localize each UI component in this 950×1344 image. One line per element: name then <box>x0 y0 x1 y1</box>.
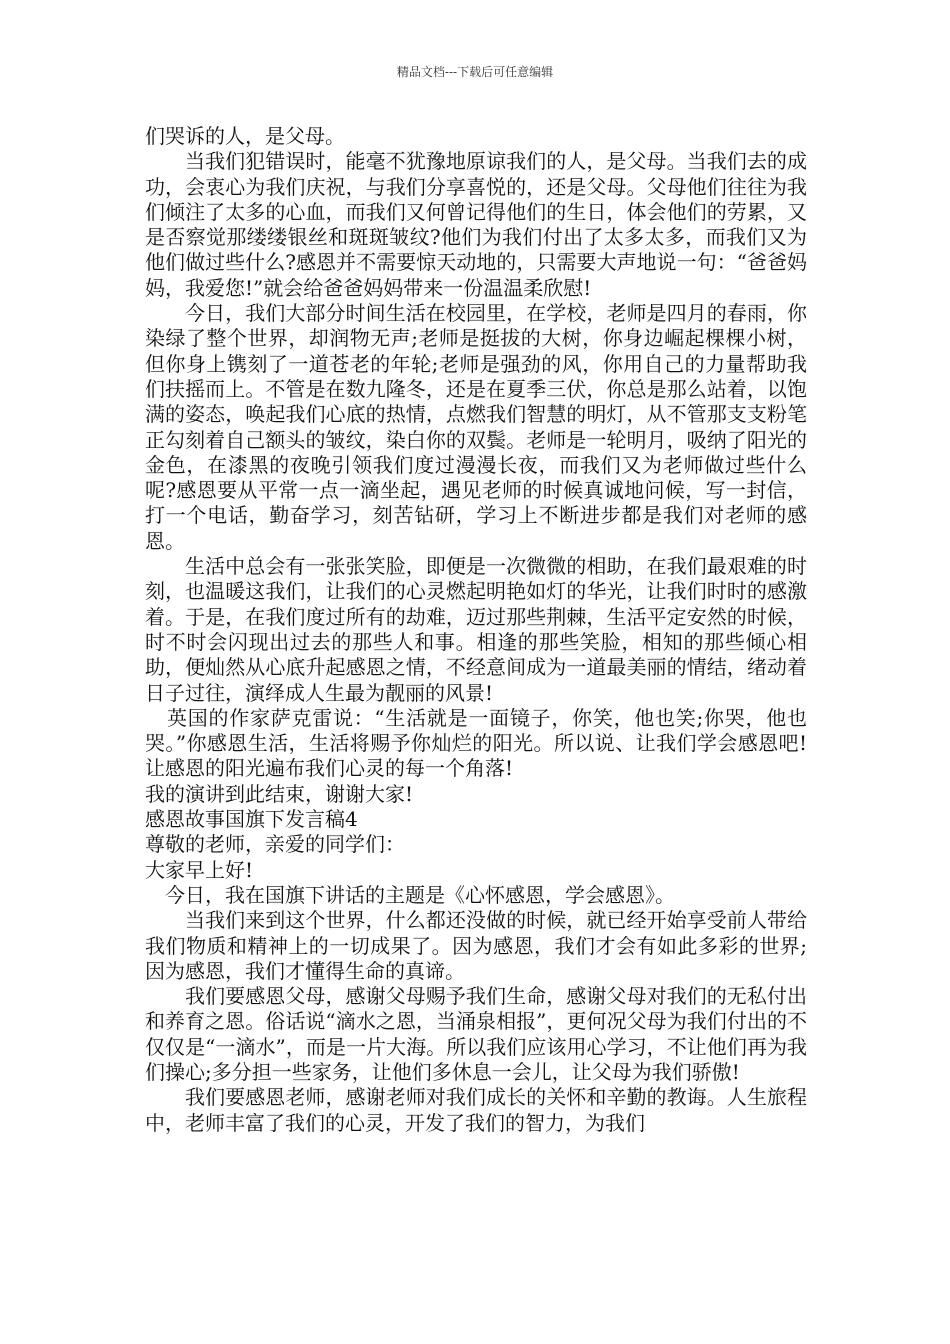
greeting: 大家早上好! <box>145 857 254 882</box>
salutation: 尊敬的老师，亲爱的同学们： <box>145 832 405 857</box>
paragraph: 当我们来到这个世界，什么都还没做的时候，就已经开始享受前人带给我们物质和精神上的一切成果了。因为感恩，我们才会有如此多彩的世界;因为感恩，我们才懂得生命的真谛。 <box>145 908 807 983</box>
paragraph: 今日，我们大部分时间生活在校园里，在学校，老师是四月的春雨，你染绿了整个世界，却润物无声;老师是挺拔的大树，你身边崛起棵棵小树，但你身上镌刻了一道苍老的年轮;老师是强劲的风，你用自己的力量帮助我们扶摇而上。不管是在数九隆冬，还是在夏季三伏，你总是那么站着，以饱满的姿态，唤起我们心底的热情，点燃我们智慧的明灯，从不管那支支粉笔正勾刻着自己额头的皱纹，染白你的双鬓。老师是一轮明月，吸纳了阳光的金色，在漆黑的夜晚引领我们度过漫漫长夜，而我们又为老师做过些什么呢?感恩要从平常一点一滴坐起，遇见老师的时候真诚地问候，写一封信，打一个电话，勤奋学习，刻苦钻研，学习上不断进步都是我们对老师的感恩。 <box>145 301 807 553</box>
paragraph: 当我们犯错误时，能毫不犹豫地原谅我们的人，是父母。当我们去的成功，会衷心为我们庆祝，与我们分享喜悦的，还是父母。父母他们往往为我们倾注了太多的心血，而我们又何曾记得他们的生日，体会他们的劳累，又是否察觉那缕缕银丝和斑斑皱纹?他们为我们付出了太多太多，而我们又为他们做过些什么?感恩并不需要惊天动地的，只需要大声地说一句：“爸爸妈妈，我爱您!”就会给爸爸妈妈带来一份温温柔欣慰! <box>145 149 807 300</box>
paragraph: 们哭诉的人，是父母。 <box>145 124 345 148</box>
paragraph: 英国的作家萨克雷说：“生活就是一面镜子，你笑，他也笑;你哭，他也哭。”你感恩生活，生活将赐予你灿烂的阳光。所以说、让我们学会感恩吧!让感恩的阳光遍布我们心灵的每一个角落! <box>145 705 807 781</box>
paragraph: 今日，我在国旗下讲话的主题是《心怀感恩，学会感恩》。 <box>165 882 675 907</box>
document-body <box>145 124 807 1136</box>
paragraph: 我们要感恩父母，感谢父母赐予我们生命，感谢父母对我们的无私付出和养育之恩。俗话说“滴水之恩，当涌泉相报”，更何况父母为我们付出的不仅仅是“一滴水”，而是一片大海。所以我们应该用心学习，不让他们再为我们操心;多分担一些家务，让他们多休息一会儿，让父母为我们骄傲! <box>145 984 807 1084</box>
section-title: 感恩故事国旗下发言稿4 <box>145 807 358 832</box>
paragraph: 我们要感恩老师，感谢老师对我们成长的关怀和辛勤的教诲。人生旅程中，老师丰富了我们的心灵，开发了我们的智力，为我们 <box>145 1085 807 1135</box>
page-header: 精品文档---下载后可任意编辑 <box>396 65 554 79</box>
closing-line: 我的演讲到此结束，谢谢大家! <box>145 781 414 806</box>
paragraph: 生活中总会有一张张笑脸，即便是一次微微的相助，在我们最艰难的时刻，也温暖这我们，让我们的心灵燃起明艳如灯的华光，让我们时时的感激着。于是，在我们度过所有的劫难，迈过那些荆棘，生活平定安然的时候，时不时会闪现出过去的那些人和事。相逢的那些笑脸，相知的那些倾心相助，便灿然从心底升起感恩之情，不经意间成为一道最美丽的情结，绪动着日子过往，演绎成人生最为靓丽的风景! <box>145 554 807 705</box>
